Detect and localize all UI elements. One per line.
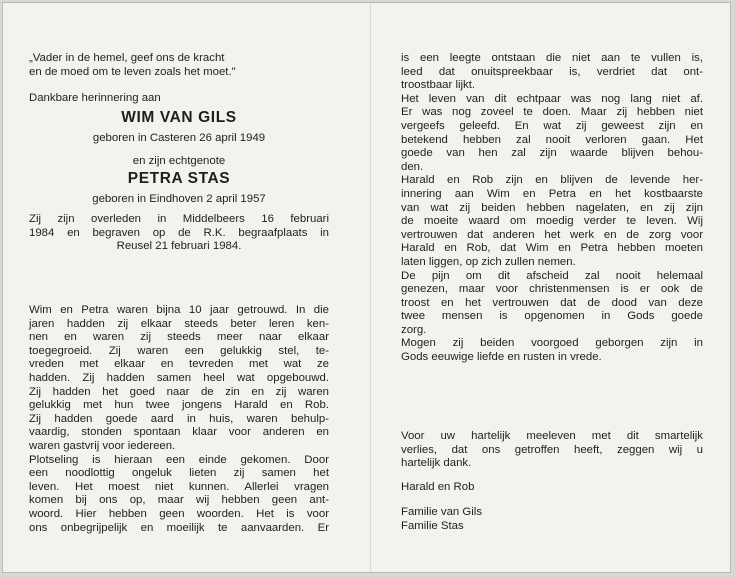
text-line: leven. Het moest niet kunnen. Allerlei vragen: [29, 480, 329, 493]
text-line: 1984 en begraven op de R.K. begraafplaats in: [29, 226, 329, 239]
person1-name: WIM VAN GILS: [121, 109, 237, 126]
text-line: Harald en Rob zijn en blijven de levende her-: [401, 174, 703, 187]
text-line: innering aan Wim en Petra en het kostbaarste: [401, 187, 703, 200]
signature-family-van-gils: Familie van Gils: [401, 506, 483, 518]
thanks-paragraph: [401, 430, 703, 471]
text-line: Harald en Rob, dat Wim en Petra hebben moeten: [401, 242, 703, 255]
text-line: vergeefs geleefd. En wat zij geweest zijn en: [401, 119, 703, 132]
text-line: Voor uw hartelijk meeleven met dit smartelijk: [401, 430, 703, 442]
continuation-paragraph: [401, 52, 703, 365]
text-line: vertrouwen dat anderen het werk en de zorg voor: [401, 228, 703, 241]
text-line: komen bij ons op, maar wij hebben geen ant-: [29, 494, 329, 507]
quote-line: en de moed om te leven zoals het moet.": [29, 65, 236, 78]
text-line: Gods eeuwige liefde en rusten in vrede.: [401, 351, 602, 364]
text-line: verlies, dat ons getroffen heeft, zeggen wij u: [401, 443, 703, 456]
text-line: goede van hen zal zijn waarde blijven behou-: [401, 147, 703, 160]
text-line: laten liggen, op zich zullen nemen.: [401, 255, 576, 268]
text-line: nen en waren zij steeds meer naar elkaar: [29, 331, 329, 344]
text-line: gelukkig met hun twee jongens Harald en Rob.: [29, 399, 329, 412]
person1-birth: geboren in Casteren 26 april 1949: [92, 132, 266, 144]
text-line: Mogen zij beiden voorgoed geborgen zijn in: [401, 337, 703, 350]
text-line: woord. Hier hebben geen woorden. Het is voor: [29, 507, 329, 520]
text-line: is een leegte ontstaan die niet aan te vullen is,: [401, 52, 703, 64]
text-line: troost en het vertrouwen dat de dood van deze: [401, 296, 703, 309]
text-line: waren gastvrij voor iedereen.: [29, 439, 176, 452]
text-line: betekend hebben zal nooit verloren gaan. Het: [401, 133, 703, 146]
text-line: hadden. Zij hadden samen heel wat opgebouwd.: [29, 371, 329, 384]
text-line: Het leven van dit echtpaar was nog lang niet af.: [401, 92, 703, 105]
text-line: genezen, maar voor christenmensen is er ook de: [401, 283, 703, 296]
text-line: Plotseling is hieraan een einde gekomen. Door: [29, 453, 329, 466]
signature-family-stas: Familie Stas: [401, 520, 464, 532]
text-line: twee mensen is opgenomen in Gods goede: [401, 310, 703, 323]
text-line: troostbaar lijkt.: [401, 79, 476, 92]
memorial-card: [2, 2, 731, 573]
text-line: leed dat onuitspreekbaar is, verdriet dat ont-: [401, 65, 703, 78]
text-line: ons onbegrijpelijk en moeilijk te aanvaarden. Er: [29, 521, 329, 534]
death-paragraph: [29, 213, 329, 254]
text-line: de moeite waard om moedig verder te leven. Wij: [401, 215, 703, 228]
text-line: Wim en Petra waren bijna 10 jaar getrouwd. In die: [29, 304, 329, 316]
opening-quote: [29, 52, 329, 79]
text-line: Er was nog zoveel te doen. Maar zij hebben niet: [401, 106, 703, 119]
text-line: vaardig, stonden spontaan klaar voor anderen en: [29, 426, 329, 439]
text-line: een noodlottig ongeluk lieten zij samen het: [29, 467, 329, 480]
text-line: Reusel 21 februari 1984.: [116, 240, 242, 253]
text-line: den.: [401, 160, 424, 173]
text-line: Zij hadden goede aard in huis, waren behulp-: [29, 412, 329, 425]
text-line: hartelijk dank.: [401, 457, 472, 470]
text-line: zorg.: [401, 323, 427, 336]
person2-birth: geboren in Eindhoven 2 april 1957: [92, 193, 266, 205]
text-line: Zij hadden het goed naar de zin en zij waren: [29, 385, 329, 398]
text-line: jaren hadden zij elkaar steeds beter leren ken-: [29, 317, 329, 330]
text-line: vreden met elkaar en tevreden met wat ze: [29, 358, 329, 371]
quote-line: „Vader in de hemel, geef ons de kracht: [29, 52, 225, 64]
story-paragraph: [29, 304, 329, 535]
person2-name: PETRA STAS: [127, 170, 231, 187]
center-fold: [370, 3, 371, 572]
text-line: Zij zijn overleden in Middelbeers 16 februari: [29, 213, 329, 225]
text-line: van wat zij beiden hebben nagelaten, en zij zijn: [401, 201, 703, 214]
spouse-label: en zijn echtgenote: [132, 155, 226, 167]
text-line: toegegroeid. Zij waren een gelukkig stel, te-: [29, 344, 329, 357]
intro-text: Dankbare herinnering aan: [29, 92, 161, 104]
signature-children: Harald en Rob: [401, 481, 475, 493]
text-line: De pijn om dit afscheid zal nooit helemaal: [401, 269, 703, 282]
